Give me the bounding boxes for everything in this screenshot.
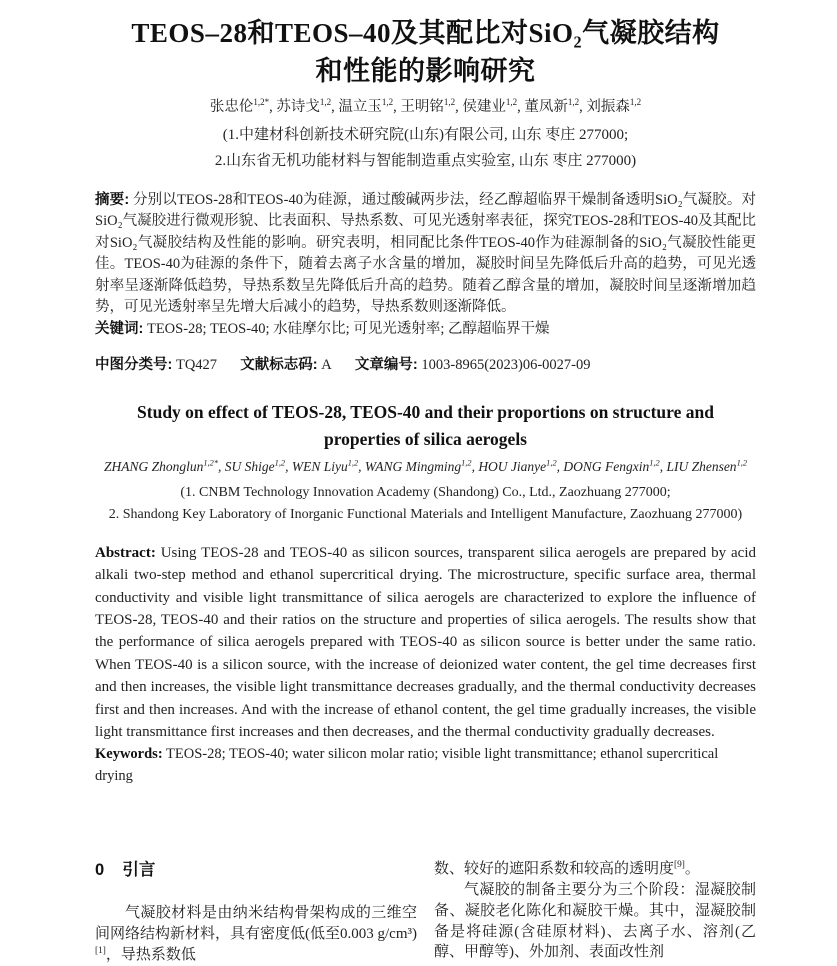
author-name: 张忠伦 <box>209 99 254 115</box>
intro-paragraph-right-2: 气凝胶的制备主要分为三个阶段：湿凝胶制备、凝胶老化陈化和凝胶干燥。其中，湿凝胶制备是将硅源(含硅原材料)、去离子水、溶剂(乙醇、甲醇等)、外加剂、表面改性剂 <box>434 882 756 961</box>
author-superscript: 1,2 <box>381 97 394 108</box>
abstract-cn <box>95 190 756 318</box>
affiliations-en <box>95 482 756 526</box>
author-name: 王明铭 <box>400 99 444 115</box>
abstract-en-text: Using TEOS-28 and TEOS-40 as silicon sources, transparent silica aerogels are prepared by acid alkali two-step method and ethanol supercritical drying. The microstructure, specific surface area, thermal conductivity and visible light transmittance of silica aerogels are characterized to explore the influence of TEOS-28, TEOS-40 and their ratios on the structure and properties of silica aerogels. The results show that the performance of silica aerogels prepared with TEOS-40 as silicon source is better under the same ratio. When TEOS-40 is a silicon source, with the increase of deionized water content, the gel time decreases first and then increases, the visible light transmittance decreases gradually, and the thermal conductivity decreases first and then increases. And with the increase of ethanol content, the gel time gradually increases, the visible light transmittance first increases and then decreases, and the thermal conductivity gradually decreases. <box>95 544 756 740</box>
authors-en: ZHANG Zhonglun$^{1,2*}$, SU Shige$^{1,2}$, WEN Liyu$^{1,2}$, WANG Mingming$^{1,2}$, HOU Jianye$^{1,2}$, DONG Fengxin$^{1,2}$, LIU Zhensen$^{1,2}$ <box>103 458 748 474</box>
keywords-en-text: TEOS-28; TEOS-40; water silicon molar ratio; visible light transmittance; ethanol supercritical drying <box>95 746 719 784</box>
citation-ref-1: [1] <box>95 945 106 956</box>
intro-right-text-2: 。 <box>684 861 700 878</box>
article-id-value: 1003-8965(2023)06-0027-09 <box>421 357 591 374</box>
clc-label: 中图分类号: <box>95 357 173 374</box>
affiliation-en-line-1: (1. CNBM Technology Innovation Academy (Shandong) Co., Ltd., Zaozhuang 277000; <box>180 484 671 500</box>
author-superscript: 1,2 <box>649 458 660 468</box>
authors-cn: 张忠伦$^{1,2*}$, 苏诗戈$^{1,2}$, 温立玉$^{1,2}$, 王明铭$^{1,2}$, 侯建业$^{1,2}$, 董凤新$^{1,2}$, 刘振森$^{1,2}$ <box>209 97 642 115</box>
abstract-en-label: Abstract: <box>95 544 156 561</box>
author-name: 苏诗戈 <box>276 99 320 115</box>
clc-value: TQ427 <box>175 357 218 374</box>
author-name: 温立玉 <box>338 99 382 115</box>
intro-columns <box>95 859 756 965</box>
author-name: ZHANG Zhonglun <box>103 458 204 474</box>
article-id-label: 文章编号: <box>354 357 418 374</box>
author-superscript: 1,2 <box>505 97 518 108</box>
affiliations-cn <box>95 122 756 174</box>
intro-paragraph-left <box>95 903 417 965</box>
paper-title-cn: TEOS–28和TEOS–40及其配比对SiO₂气凝胶结构和性能的影响研究 <box>131 18 720 86</box>
doc-code-group <box>240 357 331 373</box>
keywords-cn-text: TEOS-28; TEOS-40; 水硅摩尔比; 可见光透射率; 乙醇超临界干燥 <box>146 321 550 338</box>
intro-left-text-1: 气凝胶材料是由纳米结构骨架构成的三维空间网络结构新材料，具有密度低(低至0.003 g/cm³) <box>95 905 417 943</box>
keywords-cn <box>95 319 756 340</box>
abstract-cn-label: 摘要: <box>95 192 130 208</box>
author-superscript: 1,2 <box>319 97 332 108</box>
affiliation-cn-line-1: (1.中建材科创新技术研究院(山东)有限公司, 山东 枣庄 277000; <box>222 127 629 143</box>
author-superscript: 1,2 <box>274 458 286 468</box>
author-name: LIU Zhensen <box>666 458 737 474</box>
author-superscript: 1,2* <box>203 458 219 468</box>
author-superscript: 1,2 <box>629 97 642 108</box>
classification-line <box>95 355 756 376</box>
citation-ref-9: [9] <box>674 860 685 871</box>
keywords-en <box>95 744 756 787</box>
clc-group <box>95 357 217 373</box>
author-superscript: 1,2 <box>443 97 456 108</box>
intro-right-text-1: 数、较好的遮阳系数和较高的透明度 <box>434 861 675 878</box>
author-superscript: 1,2 <box>736 458 748 468</box>
author-name: SU Shige <box>224 458 275 474</box>
section-title: 引言 <box>122 861 156 880</box>
affiliation-en-line-2: 2. Shandong Key Laboratory of Inorganic Functional Materials and Intelligent Manufacture, Zaozhuang 277000) <box>108 506 743 522</box>
right-column <box>434 859 756 965</box>
keywords-en-label: Keywords: <box>95 746 163 763</box>
doc-code-label: 文献标志码: <box>240 357 318 374</box>
doc-code-value: A <box>321 357 332 374</box>
intro-left-text-2: ，导热系数低 <box>105 946 196 963</box>
abstract-cn-text: 分别以TEOS-28和TEOS-40为硅源，通过酸碱两步法，经乙醇超临界干燥制备透明SiO₂气凝胶。对SiO₂气凝胶进行微观形貌、比表面积、导热系数、可见光透射率表征，探究TEOS-28和TEOS-40及其配比对SiO₂气凝胶结构及性能的影响。研究表明，相同配比条件TEOS-40作为硅源制备的SiO₂气凝胶性能更佳。TEOS-40为硅源的条件下，随着去离子水含量的增加，凝胶时间呈先降低后升高的趋势，可见光透射率呈逐渐降低趋势，导热系数呈先降低后升高的趋势。随着乙醇含量的增加，凝胶时间呈逐渐增加趋势，可见光透射率呈先增大后减小的趋势，导热系数则逐渐降低。 <box>95 192 756 316</box>
author-name: 侯建业 <box>462 99 506 115</box>
article-id-group <box>355 357 591 373</box>
abstract-en <box>95 542 756 744</box>
affiliation-cn-line-2: 2.山东省无机功能材料与智能制造重点实验室, 山东 枣庄 277000) <box>214 153 637 169</box>
author-superscript: 1,2 <box>347 458 359 468</box>
author-name: 董凤新 <box>524 99 568 115</box>
author-name: 刘振森 <box>586 99 630 115</box>
section-number: 0 <box>95 861 105 880</box>
keywords-cn-label: 关键词: <box>95 321 144 338</box>
author-name: WANG Mingming <box>364 458 462 474</box>
left-column <box>95 859 417 965</box>
author-superscript: 1,2 <box>567 97 580 108</box>
author-name: WEN Liyu <box>291 458 348 474</box>
paper-title-en: Study on effect of TEOS-28, TEOS-40 and their proportions on structure and properties of silica aerogels <box>137 401 714 449</box>
author-superscript: 1,2 <box>546 458 557 468</box>
author-name: HOU Jianye <box>478 458 547 474</box>
intro-paragraph-right-continuation <box>434 859 756 880</box>
section-heading-introduction <box>95 859 417 881</box>
author-superscript: 1,2 <box>461 458 472 468</box>
author-name: DONG Fengxin <box>563 458 650 474</box>
author-superscript: 1,2* <box>253 97 270 108</box>
